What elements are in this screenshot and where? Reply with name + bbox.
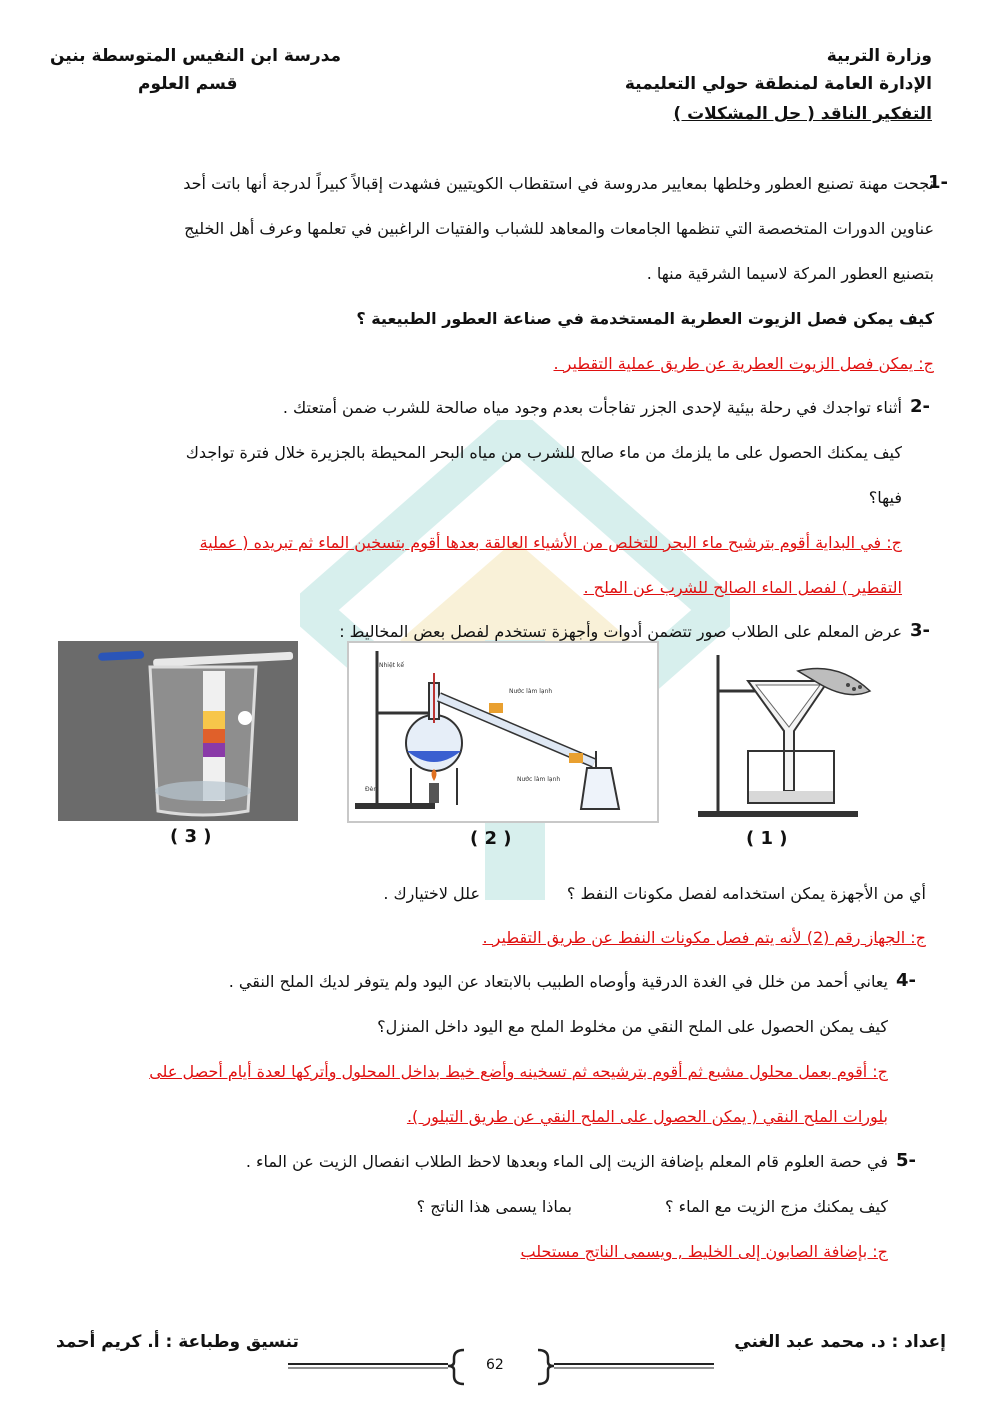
q2-answer-line: التقطير ) لفصل الماء الصالح للشرب عن الملح . xyxy=(583,578,902,597)
directorate-name: الإدارة العامة لمنطقة حولي التعليمية xyxy=(624,74,932,94)
q4-text-line: يعاني أحمد من خلل في الغدة الدرقية وأوصاه الطبيب بالابتعاد عن اليود ولم يتوفر لديك الملح النقي . xyxy=(228,972,888,991)
q2-question-line: كيف يمكنك الحصول على ما يلزمك من ماء صالح للشرب من مياه البحر المحيطة بالجزيرة خلال فترة تواجدك xyxy=(185,443,902,462)
figure-caption-2: ( 2 ) xyxy=(470,828,512,849)
diagram-label: Nhiệt kế xyxy=(379,662,405,669)
q2-question-line: فيها؟ xyxy=(868,488,902,507)
q3-question-reason: علل لاختيارك . xyxy=(383,884,480,903)
filtration-diagram xyxy=(698,651,878,821)
ministry-name: وزارة التربية xyxy=(826,46,932,66)
diagram-label: Nước làm lạnh xyxy=(517,776,561,783)
chromatography-photo xyxy=(58,641,298,821)
q1-text-line: بتصنيع العطور المركة لاسيما الشرقية منها . xyxy=(646,264,934,283)
page-number: 62 xyxy=(486,1357,504,1373)
figure-caption-1: ( 1 ) xyxy=(746,828,788,849)
question-number: 5- xyxy=(896,1150,916,1171)
prepared-by: إعداد : د. محمد عبد الغني xyxy=(734,1332,946,1352)
q2-text-line: أثناء تواجدك في رحلة بيئية لإحدى الجزر تفاجأت بعدم وجود مياه صالحة للشرب ضمن أمتعتك . xyxy=(282,398,902,417)
q4-question: كيف يمكن الحصول على الملح النقي من مخلوط الملح مع اليود داخل المنزل؟ xyxy=(377,1017,888,1036)
question-number: 3- xyxy=(910,620,930,641)
topic-title: التفكير الناقد ( حل المشكلات ) xyxy=(673,104,932,124)
question-number: 1- xyxy=(928,172,948,193)
department-name: قسم العلوم xyxy=(138,74,238,94)
question-number: 2- xyxy=(910,396,930,417)
q2-answer-line: ج: في البداية أقوم بترشيح ماء البحر للتخلص من الأشياء العالقة بعدها أقوم بتسخين الماء ثم تبريده ( عملية xyxy=(199,533,902,552)
q5-question-b: بماذا يسمى هذا الناتج ؟ xyxy=(416,1197,572,1216)
diagram-label: Nước làm lạnh xyxy=(509,688,553,695)
q5-answer: ج: بإضافة الصابون إلى الخليط , ويسمى الناتج مستحلب xyxy=(520,1242,888,1261)
q5-text-line: في حصة العلوم قام المعلم بإضافة الزيت إلى الماء وبعدها لاحظ الطلاب انفصال الزيت عن الماء . xyxy=(245,1152,888,1171)
q5-question-a: كيف يمكنك مزج الزيت مع الماء ؟ xyxy=(665,1197,888,1216)
q3-intro: عرض المعلم على الطلاب صور تتضمن أدوات وأجهزة تستخدم لفصل بعض المخاليط : xyxy=(339,622,902,641)
q3-question: أي من الأجهزة يمكن استخدامه لفصل مكونات النفط ؟ xyxy=(566,884,926,903)
q1-answer: ج: يمكن فصل الزيوت العطرية عن طريق عملية التقطير . xyxy=(553,354,934,373)
question-number: 4- xyxy=(896,970,916,991)
q4-answer-line: بلورات الملح النقي ( يمكن الحصول على الملح النقي عن طريق التبلور ). xyxy=(406,1107,888,1126)
diagram-label: Đèn xyxy=(365,786,378,793)
q1-text-line: عناوين الدورات المتخصصة التي تنظمها الجامعات والمعاهد للشباب والفتيات الراغبين في تعلمها وعرف أهل الخليج xyxy=(184,219,934,238)
formatting-credit: تنسيق وطباعة : أ. كريم أحمد xyxy=(56,1332,299,1352)
distillation-diagram xyxy=(347,641,659,823)
q4-answer-line: ج: أقوم بعمل محلول مشبع ثم أقوم بترشيحه ثم تسخينه وأضع خيط بداخل المحلول وأتركها لعدة أيام أحصل على xyxy=(149,1062,888,1081)
figure-caption-3: ( 3 ) xyxy=(170,826,212,847)
q3-answer: ج: الجهاز رقم (2) لأنه يتم فصل مكونات النفط عن طريق التقطير . xyxy=(482,928,926,947)
q1-question: كيف يمكن فصل الزيوت العطرية المستخدمة في صناعة العطور الطبيعية ؟ xyxy=(356,309,934,328)
q1-text-line: نجحت مهنة تصنيع العطور وخلطها بمعايير مدروسة في استقطاب الكويتيين فشهدت إقبالاً كبيراً لدرجة أنها باتت أحد xyxy=(183,174,934,193)
school-name: مدرسة ابن النفيس المتوسطة بنين xyxy=(50,46,342,66)
